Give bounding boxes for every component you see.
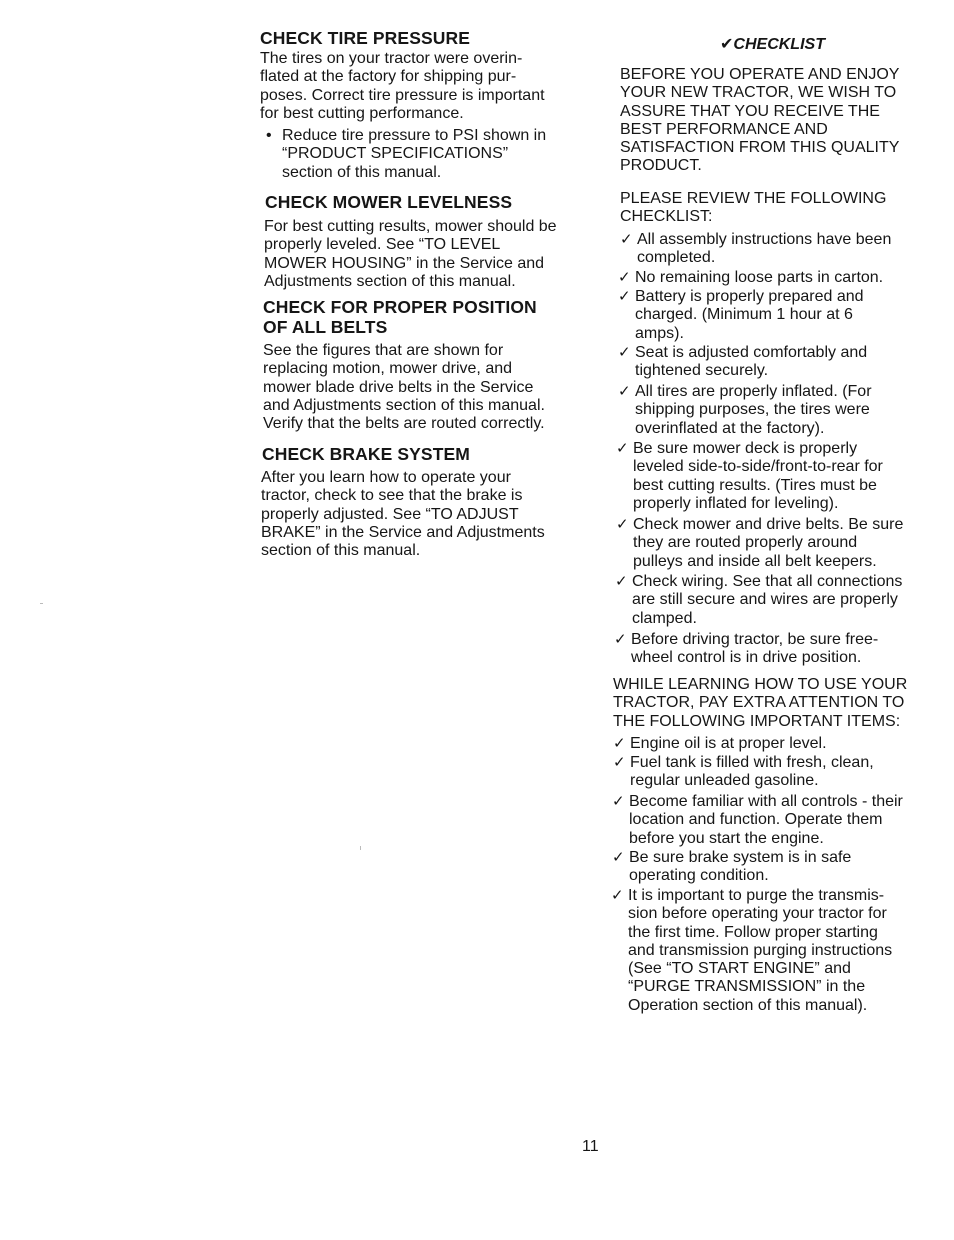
checklist-item [615, 573, 902, 628]
checklist-item [614, 631, 878, 668]
checkmark-icon: ✓ [620, 231, 633, 248]
text-line: SATISFACTION FROM THIS QUALITY [620, 139, 900, 157]
text-line: It is important to purge the transmis- [628, 887, 885, 904]
text-line: Battery is properly prepared and [635, 288, 864, 305]
checkmark-icon: ✓ [611, 887, 624, 904]
text-line: The tires on your tractor were overin- [260, 50, 523, 67]
belts-paragraph [263, 342, 545, 433]
checklist-heading: ✔CHECKLIST [720, 36, 825, 53]
checkmark-icon: ✓ [615, 573, 628, 590]
check-mower-levelness-heading: CHECK MOWER LEVELNESS [265, 192, 513, 212]
text-line: ASSURE THAT YOU RECEIVE THE [620, 102, 880, 120]
text-line: Be sure mower deck is properly [633, 440, 858, 457]
checklist-item [620, 231, 891, 268]
text-line: are still secure and wires are properly [632, 591, 898, 609]
checkmark-icon: ✓ [618, 288, 631, 305]
text-line: Seat is adjusted comfortably and [635, 344, 868, 361]
text-line: poses. Correct tire pressure is important [260, 86, 545, 104]
text-line: section of this manual. [261, 542, 421, 560]
checkmark-icon: ✓ [618, 344, 631, 361]
tire-pressure-paragraph [260, 50, 545, 123]
text-line: for best cutting performance. [260, 104, 464, 122]
text-line: TRACTOR, PAY EXTRA ATTENTION TO [613, 694, 905, 712]
text-line: amps). [635, 324, 684, 342]
checkmark-icon: ✓ [612, 849, 625, 866]
text-line: regular unleaded gasoline. [630, 772, 819, 790]
checkmark-icon: ✓ [613, 754, 626, 771]
text-line: Check mower and drive belts. Be sure [633, 516, 904, 533]
text-line: For best cutting results, mower should be [264, 218, 557, 235]
text-line: mower blade drive belts in the Service [263, 378, 534, 396]
text-line: BEST PERFORMANCE AND [620, 120, 828, 138]
text-line: wheel control is in drive position. [631, 649, 862, 667]
text-line: Operation section of this manual). [628, 996, 868, 1014]
text-line: charged. (Minimum 1 hour at 6 [635, 306, 853, 324]
checklist-item [618, 344, 867, 381]
text-line: best cutting results. (Tires must be [633, 476, 877, 494]
text-line: PLEASE REVIEW THE FOLLOWING [620, 190, 887, 207]
text-line: before you start the engine. [629, 829, 824, 847]
checkmark-icon: ✓ [612, 793, 625, 810]
checklist-item [618, 288, 864, 343]
text-line: they are routed properly around [633, 534, 858, 552]
text-line: Be sure brake system is in safe [629, 849, 852, 866]
text-line: BEFORE YOU OPERATE AND ENJOY [620, 66, 900, 83]
checklist-item [616, 516, 903, 571]
text-line: “PURGE TRANSMISSION” in the [628, 978, 866, 996]
text-line: BRAKE” in the Service and Adjustments [261, 523, 545, 541]
important-item [613, 735, 827, 753]
scan-speck [360, 846, 361, 850]
text-line: YOUR NEW TRACTOR, WE WISH TO [620, 84, 897, 102]
checklist-item [618, 383, 872, 438]
check-belts-heading [263, 297, 537, 337]
text-line: location and function. Operate them [629, 811, 883, 829]
text-line: leveled side-to-side/front-to-rear for [633, 458, 883, 476]
text-line: the first time. Follow proper starting [628, 923, 878, 941]
text-line: WHILE LEARNING HOW TO USE YOUR [613, 676, 908, 693]
text-line: After you learn how to operate your [261, 469, 511, 486]
text-line: clamped. [632, 609, 697, 627]
text-line: All assembly instructions have been [637, 231, 892, 248]
text-line: tightened securely. [635, 362, 769, 380]
text-line: CHECKLIST: [620, 208, 713, 226]
text-line: No remaining loose parts in carton. [635, 269, 884, 286]
text-line: flated at the factory for shipping pur- [260, 68, 517, 86]
text-line: sion before operating your tractor for [628, 905, 887, 923]
important-item [613, 754, 874, 791]
text-line: operating condition. [629, 867, 769, 885]
text-line: and transmission purging instructions [628, 941, 893, 959]
tire-pressure-bullet [266, 127, 546, 182]
text-line: Reduce tire pressure to PSI shown in [282, 127, 547, 144]
checklist-intro [620, 66, 899, 176]
text-line: MOWER HOUSING” in the Service and [264, 254, 545, 272]
text-line: All tires are properly inflated. (For [635, 383, 872, 400]
check-tire-pressure-heading: CHECK TIRE PRESSURE [260, 28, 470, 48]
checkmark-icon: ✓ [614, 631, 627, 648]
important-item [611, 887, 892, 1015]
text-line: Fuel tank is filled with fresh, clean, [630, 754, 874, 771]
text-line: properly adjusted. See “TO ADJUST [261, 505, 519, 523]
text-line: Verify that the belts are routed correctly. [263, 415, 545, 433]
checklist-review-text [620, 190, 886, 227]
text-line: replacing motion, mower drive, and [263, 360, 513, 378]
text-line: pulleys and inside all belt keepers. [633, 552, 877, 570]
text-line: properly inflated for leveling). [633, 494, 839, 512]
heading-line: CHECK FOR PROPER POSITION [263, 297, 537, 317]
checklist-item [618, 269, 883, 287]
text-line: See the figures that are shown for [263, 342, 504, 359]
text-line: completed. [637, 249, 716, 267]
checkmark-icon: ✓ [618, 383, 631, 400]
important-item [612, 849, 851, 886]
text-line: properly leveled. See “TO LEVEL [264, 236, 501, 254]
important-item [612, 793, 903, 848]
text-line: and Adjustments section of this manual. [263, 396, 545, 414]
text-line: Become familiar with all controls - their [629, 793, 903, 810]
text-line: Before driving tractor, be sure free- [631, 631, 879, 648]
important-items-intro [613, 676, 907, 731]
mower-levelness-paragraph [264, 218, 557, 291]
text-line: (See “TO START ENGINE” and [628, 960, 851, 978]
scan-speck [40, 603, 43, 604]
checkmark-icon: ✓ [616, 440, 629, 457]
checkmark-icon: ✓ [616, 516, 629, 533]
checkmark-icon: ✓ [613, 735, 626, 752]
checklist-item [616, 440, 883, 513]
text-line: Check wiring. See that all connections [632, 573, 903, 590]
text-line: Engine oil is at proper level. [630, 735, 827, 752]
text-line: section of this manual. [282, 163, 442, 181]
text-line: “PRODUCT SPECIFICATIONS” [282, 145, 509, 163]
page-number: 11 [582, 1138, 599, 1155]
bullet-icon: • [266, 127, 272, 144]
brake-paragraph [261, 469, 545, 560]
checkmark-icon: ✓ [618, 269, 631, 286]
heading-line: OF ALL BELTS [263, 317, 388, 337]
text-line: shipping purposes, the tires were [635, 401, 870, 419]
text-line: tractor, check to see that the brake is [261, 487, 523, 505]
text-line: overinflated at the factory). [635, 419, 825, 437]
text-line: THE FOLLOWING IMPORTANT ITEMS: [613, 712, 901, 730]
text-line: Adjustments section of this manual. [264, 272, 516, 290]
text-line: PRODUCT. [620, 157, 702, 175]
check-brake-system-heading: CHECK BRAKE SYSTEM [262, 444, 470, 464]
